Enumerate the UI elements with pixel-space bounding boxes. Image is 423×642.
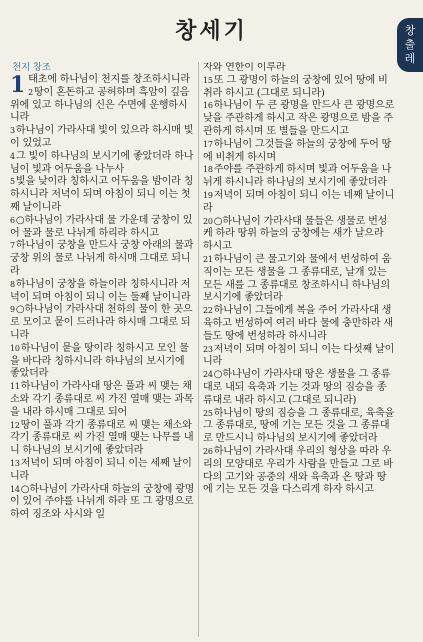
verse [203, 100, 395, 138]
verse [10, 381, 196, 419]
verse [203, 216, 395, 254]
verse-number: 6 [10, 215, 15, 225]
verse-number: 21 [203, 254, 213, 264]
verse [203, 369, 395, 407]
verse-number: 5 [10, 177, 15, 187]
verse-number: 3 [10, 126, 15, 136]
verse-number: 18 [203, 165, 213, 175]
verse [10, 240, 196, 278]
verse [10, 279, 196, 305]
verse [10, 151, 196, 177]
verse [10, 304, 196, 342]
verse-text: 하나님이 가라사대 땅은 풀과 씨 맺는 채소와 각기 종류대로 씨 가진 열매 맺는 과목을 내라 하시매 그대로 되어 [10, 381, 194, 418]
left-column [10, 62, 196, 640]
verse-text: 하나님이 뭍을 땅이라 칭하시고 모인 물을 바다라 칭하시니라 하나님의 보시기에 좋았더라 [10, 342, 189, 380]
verse [10, 343, 196, 381]
verse-text: 자와 연한이 이루라 [203, 62, 286, 73]
side-tab-label-1: 창 [404, 24, 416, 37]
column-divider [198, 62, 199, 637]
verse-number: 15 [203, 75, 213, 85]
verse-text: 하나님이 그들에게 복을 주어 가라사대 생육하고 번성하여 여러 바다 물에 충만하라 새들도 땅에 번성하라 하시니라 [203, 305, 393, 342]
verse-text: 저녁이 되며 아침이 되니 이는 세째 날이니라 [10, 457, 192, 482]
verse [203, 190, 395, 216]
verse [10, 72, 196, 98]
verse [203, 446, 395, 497]
verse [203, 139, 395, 165]
verse [10, 215, 196, 241]
verse-text: 하나님이 두 큰 광명을 만드사 큰 광명으로 낮을 주관하게 하시고 작은 광명으로 밤을 주관하게 하시며 또 별들을 만드시고 [203, 100, 395, 137]
verse [10, 458, 196, 484]
verse-text: 땅이 혼돈하고 공허하며 흑암이 깊음 위에 있고 하나님의 신은 수면에 운행하시니라 [10, 86, 190, 124]
verse-number: 12 [10, 420, 20, 430]
verse-text: 저녁이 되며 아침이 되니 이는 네째 날이니라 [203, 189, 395, 214]
verse [203, 254, 395, 305]
verse [203, 408, 395, 446]
verse-number: 4 [10, 151, 15, 161]
verse-text: 주야를 주관하게 하시며 빛과 어두움을 나뉘게 하시니라 하나님의 보시기에 좋았더라 [203, 164, 392, 189]
verse [203, 305, 395, 343]
verse [203, 164, 395, 190]
verse-number: 13 [10, 458, 20, 468]
verse-number: 24 [203, 370, 213, 380]
verse [203, 75, 395, 101]
section-heading: 천지 창조 [12, 62, 51, 73]
verse-number: 11 [10, 382, 20, 392]
right-column [203, 62, 395, 640]
verse-text: 하나님이 가라사대 우리의 형상을 따라 우리의 모양대로 우리가 사람을 만들고 그로 바다의 고기와 공중의 새와 육축과 온 땅과 땅에 기는 모든 것을 다스리게 하자 하시고 [203, 445, 393, 496]
verse-text: 또 그 광명이 하늘의 궁창에 있어 땅에 비취라 하시고 (그대로 되니라) [203, 74, 388, 99]
verse [10, 125, 196, 151]
verse-number: 20 [203, 216, 213, 226]
verse-number: 22 [203, 306, 213, 316]
verse-number: 2 [28, 87, 33, 97]
side-tab-label-3: 레 [404, 52, 416, 65]
verse-text: ○하나님이 가라사대 하늘의 궁창에 광명이 있어 주야를 나뉘게 하라 또 그 광명으로 하여 징조와 사시와 일 [10, 483, 195, 521]
verse-text: 저녁이 되며 아침이 되니 이는 다섯째 날이니라 [203, 343, 395, 368]
verse-text: 땅이 풀과 각기 종류대로 씨 맺는 채소와 각기 종류대로 씨 가진 열매 맺는 나무를 내니 하나님의 보시기에 좋았더라 [10, 419, 194, 457]
verse-number: 10 [10, 343, 20, 353]
verse-text: 빛을 낮이라 칭하시고 어두움을 밤이라 칭하시니라 저녁이 되며 아침이 되니 이는 첫째 날이니라 [10, 176, 194, 213]
verse-text: ○하나님이 가라사대 천하의 물이 한 곳으로 모이고 뭍이 드러나라 하시매 그대로 되니라 [10, 304, 193, 341]
verse [203, 344, 395, 370]
verse-number: 7 [10, 241, 15, 251]
verse-number: 23 [203, 344, 213, 354]
verse [203, 62, 395, 75]
verse-number: 16 [203, 101, 213, 111]
verse [10, 484, 196, 522]
verse-text: 하나님이 땅의 짐승을 그 종류대로, 육축을 그 종류대로, 땅에 기는 모든 것을 그 종류대로 만드시니 하나님의 보시기에 좋았더라 [203, 407, 395, 445]
verse-number: 8 [10, 279, 15, 289]
chapter-number: 1 [10, 72, 26, 98]
verse [10, 176, 196, 214]
verse-text: 그 빛이 하나님의 보시기에 좋았더라 하나님이 빛과 어두움을 나누사 [10, 150, 194, 175]
verse [10, 87, 196, 125]
verse-text: 하나님이 가라사대 빛이 있으라 하시매 빛이 있었고 [10, 125, 194, 149]
verse-text: 하나님이 그것들을 하늘의 궁창에 두어 땅에 비취게 하시며 [203, 138, 392, 163]
verse-text: 하나님이 궁창을 만드사 궁창 아래의 물과 궁창 위의 물로 나뉘게 하시매 그대로 되니라 [10, 240, 194, 277]
verse-number: 9 [10, 305, 15, 315]
verse-number: 17 [203, 139, 213, 149]
verse-number: 14 [10, 484, 20, 494]
verse-number: 26 [203, 446, 213, 456]
verse-text: 태초에 하나님이 천지를 창조하시니라 [28, 74, 190, 85]
book-title: 창세기 [175, 18, 248, 44]
verse-number: 25 [203, 408, 213, 418]
verse-text: ○하나님이 가라사대 물 가운데 궁창이 있어 물과 물로 나뉘게 하리라 하시고 [10, 214, 193, 239]
verse-text: ○하나님이 가라사대 물들은 생물로 번성케 하라 땅위 하늘의 궁창에는 새가 날으라 하시고 [203, 215, 388, 253]
verse [10, 420, 196, 458]
verse-text: ○하나님이 가라사대 땅은 생물을 그 종류대로 내되 육축과 기는 것과 땅의 짐승을 종류대로 내라 하시고 (그대로 되니라) [203, 369, 391, 406]
verse-text: 하나님이 큰 물고기와 물에서 번성하여 움직이는 모든 생물을 그 종류대로, 날개 있는 모든 새를 그 종류대로 창조하시니 하나님의 보시기에 좋았더라 [203, 253, 392, 304]
verse-number: 19 [203, 190, 213, 200]
side-tab-label-2: 출 [404, 38, 416, 51]
verse-text: 하나님이 궁창을 하늘이라 칭하시니라 저녁이 되며 아침이 되니 이는 둘째 날이니라 [10, 278, 191, 303]
book-index-tab[interactable] [397, 18, 423, 72]
